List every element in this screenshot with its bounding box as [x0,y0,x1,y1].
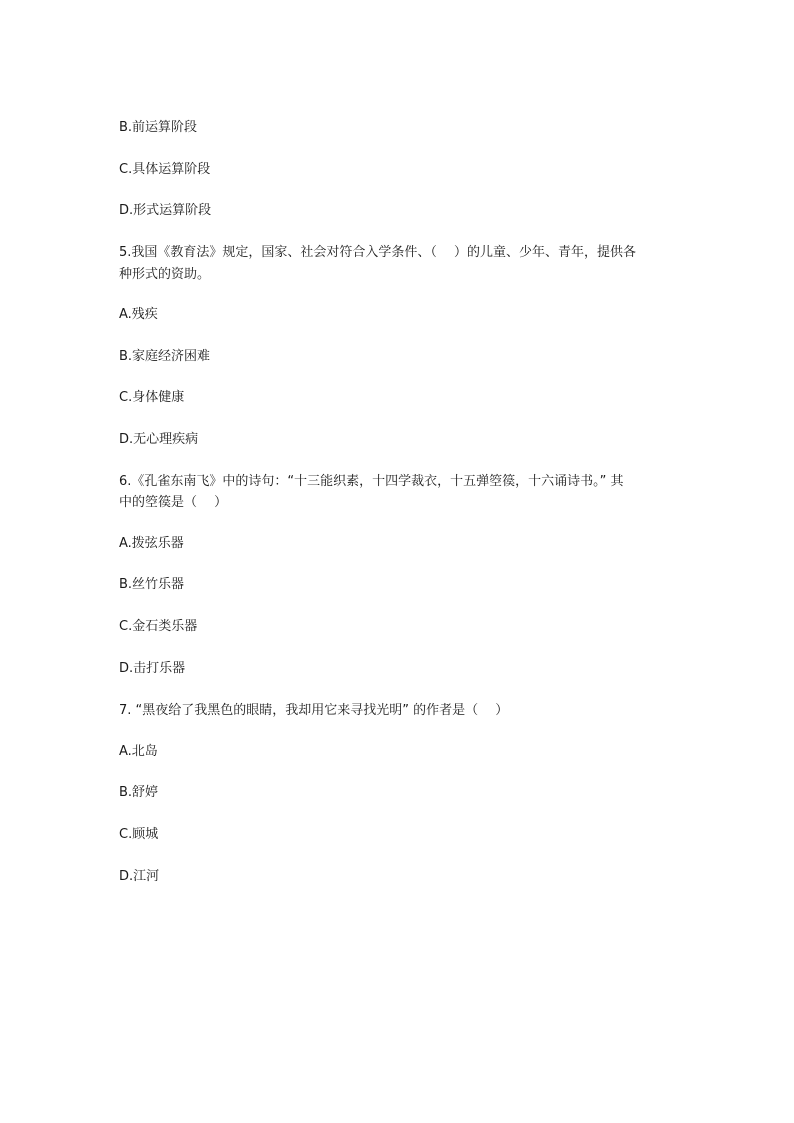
q7-option-a: A.北岛 [119,744,158,759]
q5-option-c: C.身体健康 [119,390,185,405]
q4-option-c: C.具体运算阶段 [119,162,211,177]
q6-option-c: C.金石类乐器 [119,619,198,634]
q5-option-d: D.无心理疾病 [119,432,199,447]
q6-stem-line-1: 6.《孔雀东南飞》中的诗句：“十三能织素，十四学裁衣，十五弹箜篌，十六诵诗书。” 其 [119,474,624,489]
q6-option-d: D.击打乐器 [119,661,186,676]
q5-stem-line-1: 5.我国《教育法》规定，国家、社会对符合入学条件、（ ）的儿童、少年、青年，提供各 [119,245,637,260]
q7-option-c: C.顾城 [119,827,159,842]
q5-stem-line-2: 种形式的资助。 [119,267,211,282]
q6-stem-line-2: 中的箜篌是（ ） [119,495,228,510]
q4-option-d: D.形式运算阶段 [119,203,212,218]
q6-option-b: B.丝竹乐器 [119,577,185,592]
q6-option-a: A.拨弦乐器 [119,536,184,551]
q5-option-a: A.残疾 [119,307,158,322]
q7-option-b: B.舒婷 [119,785,159,800]
q4-option-b: B.前运算阶段 [119,120,198,135]
q7-option-d: D.江河 [119,869,160,884]
q7-stem: 7. “黑夜给了我黑色的眼睛，我却用它来寻找光明” 的作者是（ ） [119,703,509,718]
q5-option-b: B.家庭经济困难 [119,349,211,364]
